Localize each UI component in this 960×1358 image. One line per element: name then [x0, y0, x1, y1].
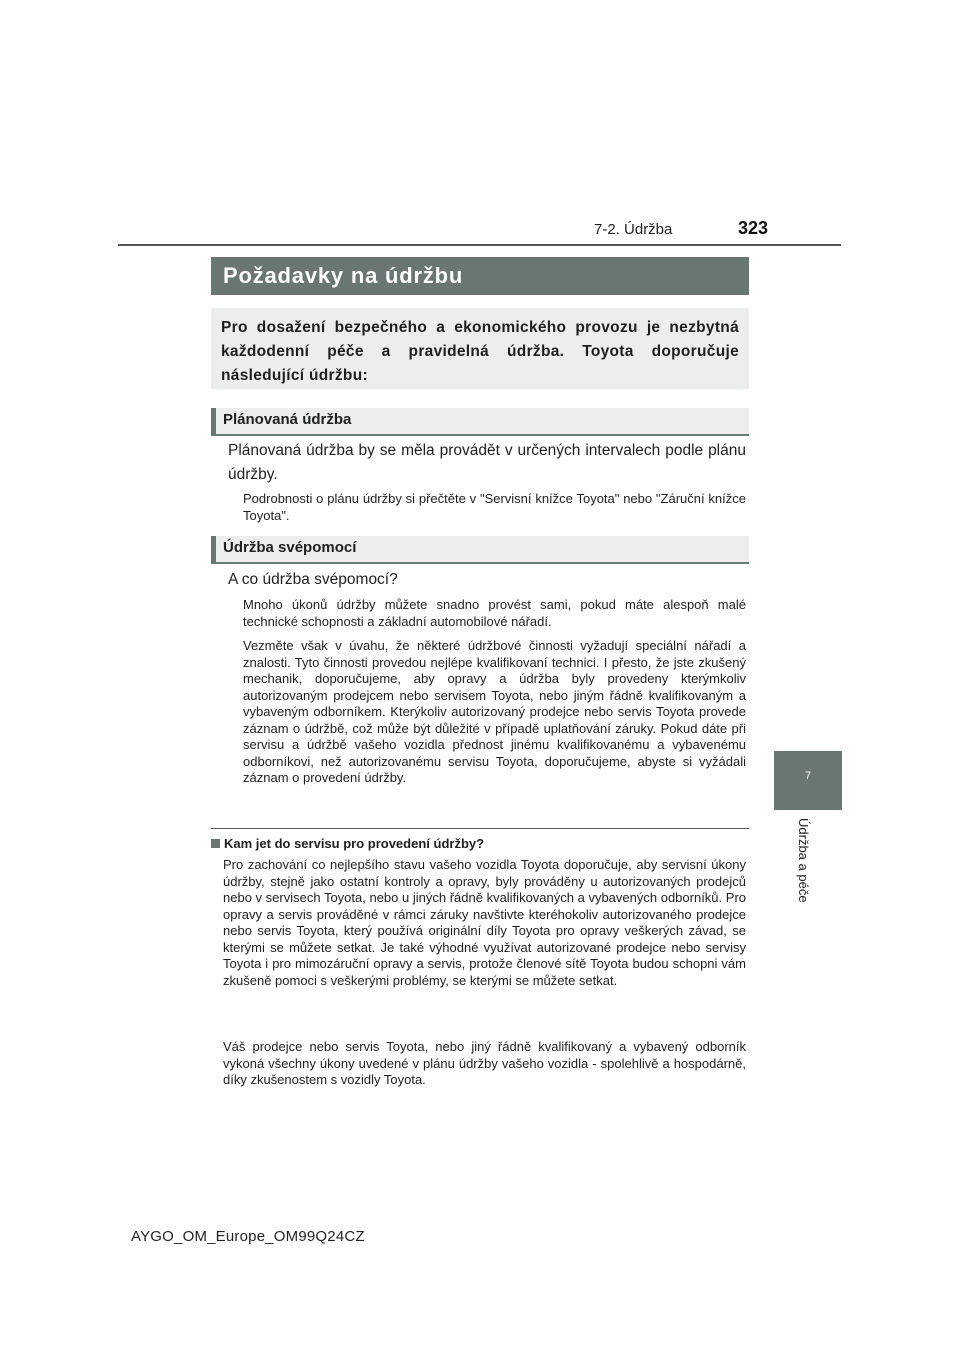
diy-paragraph: Mnoho úkonů údržby můžete snadno provést sami, pokud máte alespoň malé technické schopnosti a základní automobilové nářadí.: [243, 597, 746, 629]
note-paragraph: Váš prodejce nebo servis Toyota, nebo jiný řádně kvalifikovaný a vybavený odborník vykoná všechny úkony uvedené v plánu údržby vašeho vozidla - spolehlivě a hospodárně, díky zkušenostem s vozidly Toyota.: [223, 1039, 746, 1087]
note-heading-text: Kam jet do servisu pro provedení údržby?: [224, 836, 485, 851]
page-number: 323: [738, 218, 769, 238]
planned-detail: Podrobnosti o plánu údržby si přečtěte v "Servisní knížce Toyota" nebo "Záruční knížce Toyota".: [243, 491, 746, 523]
diy-lead: A co údržba svépomocí?: [228, 571, 398, 588]
footer-document-code: AYGO_OM_Europe_OM99Q24CZ: [131, 1228, 365, 1245]
note-divider: [211, 828, 749, 829]
page-title: Požadavky na údržbu: [211, 257, 749, 295]
planned-lead: Plánovaná údržba by se měla provádět v určených intervalech podle plánu údržby.: [228, 442, 746, 483]
square-bullet-icon: [211, 839, 220, 848]
header-section-title: 7-2. Údržba: [594, 221, 673, 238]
section-heading-diy: Údržba svépomocí: [211, 536, 749, 564]
section-heading-planned: Plánovaná údržba: [211, 408, 749, 436]
note-paragraph: Pro zachování co nejlepšího stavu vašeho vozidla Toyota doporučuje, aby servisní úkony údržby, stejně jako ostatní kontroly a opravy, byly prováděny u autorizovaných prodejců nebo v servisech Toyota, nebo u jiných řádně kvalifikovaných a vybavených odborníků. Pro opravy a servis prováděné v rámci záruky navštivte kteréhokoliv autorizovaného prodejce nebo servis Toyota, který používá originální díly Toyota pro opravy veškerých závad, se kterými se můžete setkat. Je také výhodné využívat autorizované prodejce nebo servisy Toyota i pro mimozáruční opravy a servis, protože členové sítě Toyota budou schopni vám zkušeně pomoci s veškerými problémy, se kterými se můžete setkat.: [223, 857, 746, 988]
header-rule: [118, 244, 841, 246]
note-heading: [211, 836, 484, 851]
diy-paragraph: Vezměte však v úvahu, že některé údržbové činnosti vyžadují speciální nářadí a znalosti. Tyto činnosti provedou nejlépe kvalifikovaní technici. I přesto, že jste zkušený mechanik, doporučujeme, aby opravy a údržba byly provedeny kterýmkoliv autorizovaným prodejcem nebo servisem Toyota, nebo jiným řádně kvalifikovaným a vybaveným odborníkem. Kterýkoliv autorizovaný prodejce nebo servis Toyota provede záznam o údržbě, což může být důležité v případě uplatňování záruky. Pokud dáte při servisu a údržbě vašeho vozidla přednost jinému kvalifikovanému a vybavenému odborníkovi, než autorizovanému servisu Toyota, doporučujeme, abyste si vyžádali záznam o provedení údržby.: [243, 638, 746, 785]
chapter-tab-number: 7: [804, 770, 812, 782]
intro-box: Pro dosažení bezpečného a ekonomického provozu je nezbytná každodenní péče a pravidelná údržba. Toyota doporučuje následující údržbu:: [211, 308, 749, 389]
chapter-tab-label: Údržba a péče: [796, 818, 811, 903]
